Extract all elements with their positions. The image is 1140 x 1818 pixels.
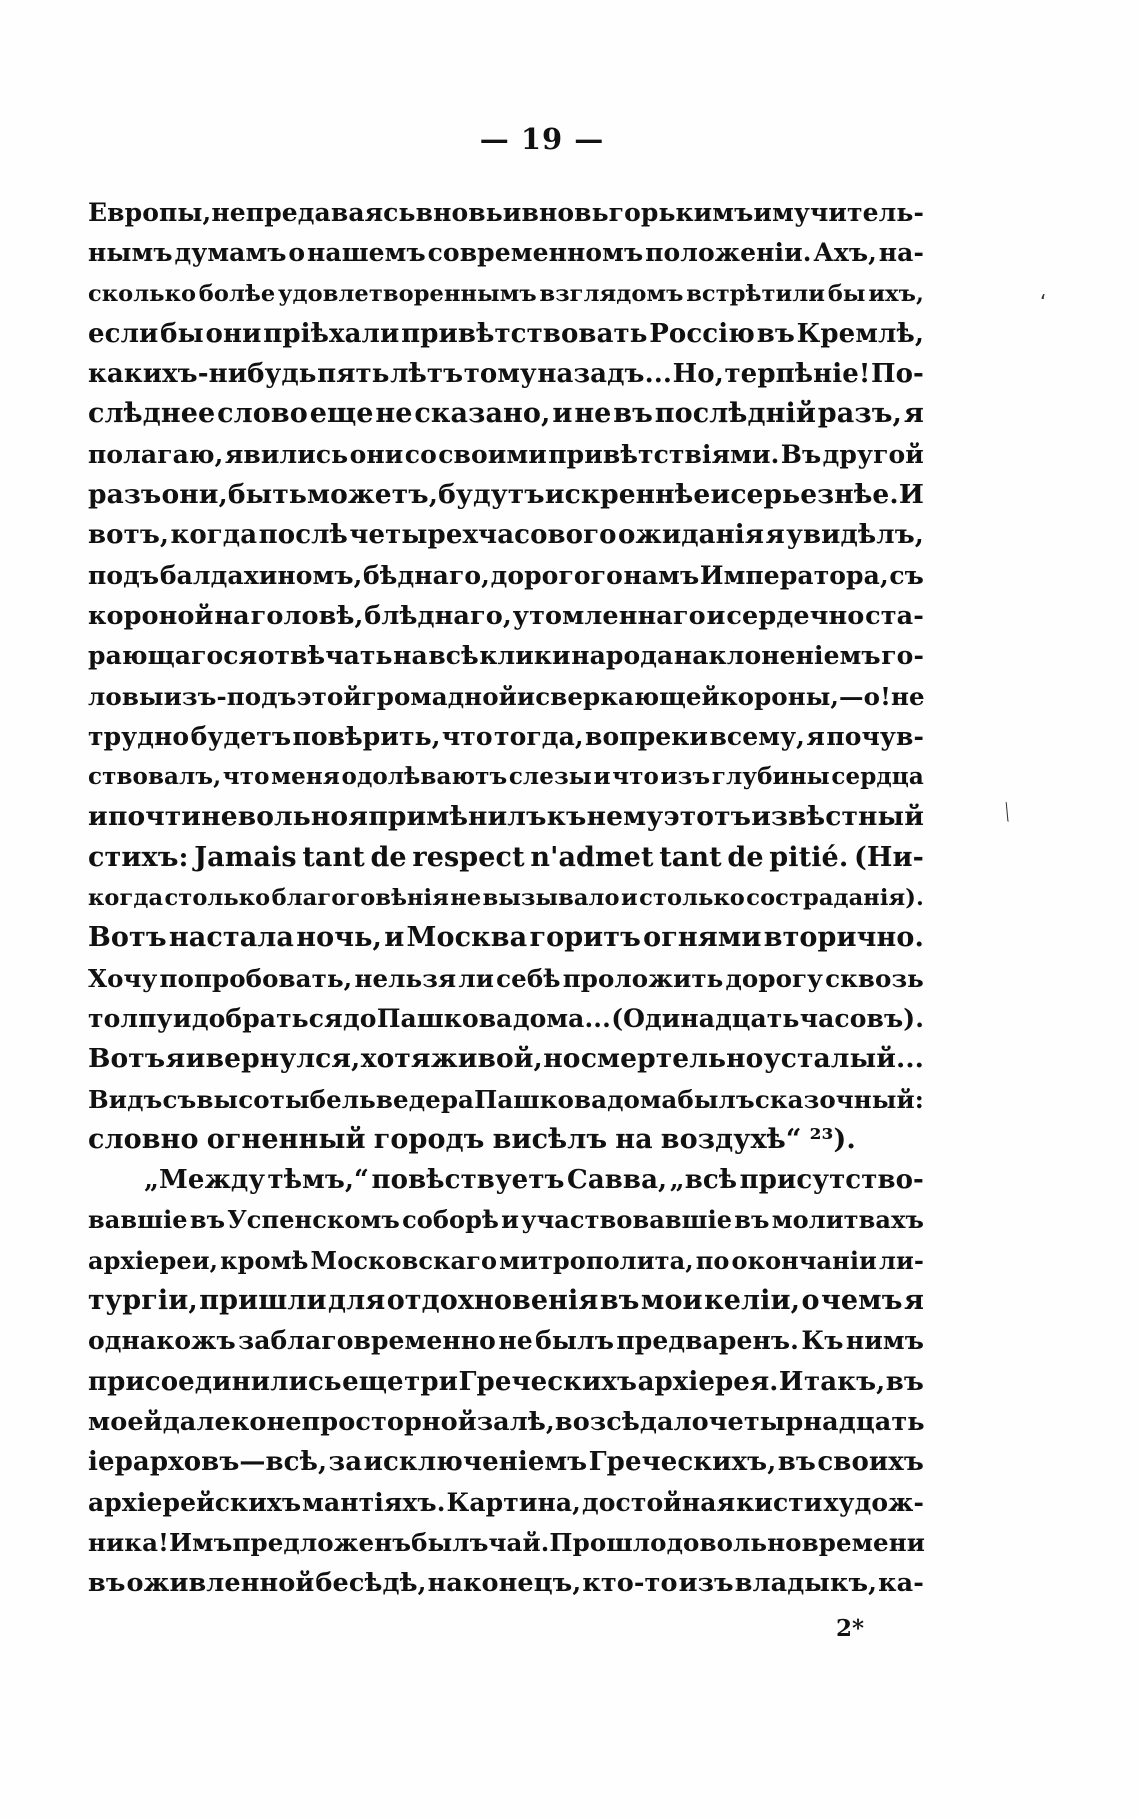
text-line: Хочу попробовать, нельзя ли себѣ проложить дорогу сквозь xyxy=(88,963,924,993)
stray-mark: ⟍ xyxy=(994,798,1020,826)
text-line: архiерейскихъ мантiяхъ. Картина, достойная кисти худож- xyxy=(88,1487,924,1517)
text-line: толпу и добраться до Пашкова дома... (Одинадцать часовъ). xyxy=(88,1003,924,1033)
text-line: и почти невольно я примѣнилъ къ нему этотъ извѣстный xyxy=(88,801,924,833)
page-number: — 19 — xyxy=(479,122,605,156)
text-line: присоединились еще три Греческихъ архiерея. И такъ, въ xyxy=(88,1366,924,1397)
text-line: архiереи, кромѣ Московскаго митрополита, по окончанiи ли- xyxy=(88,1245,924,1275)
text-line: ловы изъ-подъ этой громадной и сверкающей короны,—о! не xyxy=(88,681,925,711)
paragraph-2 xyxy=(88,1160,924,1603)
text-line: моей далеко не просторной залѣ, возсѣдало четырнадцать xyxy=(88,1406,925,1437)
text-line: Вотъ настала ночь, и Москва горитъ огнями вторично. xyxy=(88,922,924,954)
text-line: сколько болѣе удовлетвореннымъ взглядомъ встрѣтили бы ихъ, xyxy=(88,280,924,307)
text-line: рающагося отвѣчать на всѣ клики народа наклоненiемъ го- xyxy=(88,641,924,671)
text-line: тургiи, пришли для отдохновенiя въ мои келiи, о чемъ я xyxy=(88,1285,924,1317)
text-line: Видъ съ высоты бельведера Пашкова дома былъ сказочный: xyxy=(88,1084,924,1114)
text-line: нымъ думамъ о нашемъ современномъ положенiи. Ахъ, на- xyxy=(88,238,924,268)
text-line: Вотъ я и вернулся, хотя живой, но смертельно усталый... xyxy=(88,1043,924,1075)
signature-mark: 2* xyxy=(836,1615,865,1642)
text-line: Европы, не предаваясь вновь и вновь горькимъ и мучитель- xyxy=(88,198,924,227)
text-line: словно огненный городъ висѣлъ на воздухѣ“ ²³). xyxy=(88,1123,856,1155)
text-line: слѣднее слово еще не сказано, и не въ послѣднiй разъ, я xyxy=(88,398,924,430)
text-line: полагаю, явились они со своими привѣтствiями. Въ другой xyxy=(88,439,924,469)
text-line: „Между тѣмъ,“ повѣствуетъ Савва, „всѣ присутство- xyxy=(144,1165,924,1196)
text-line: вотъ, когда послѣ четырехчасового ожиданiя я увидѣлъ, xyxy=(88,520,924,551)
text-line: однакожъ заблаговременно не былъ предваренъ. Къ нимъ xyxy=(88,1326,924,1356)
text-line: въ оживленной бесѣдѣ, наконецъ, кто-то изъ владыкъ, ка- xyxy=(88,1568,924,1599)
body-text xyxy=(88,193,924,1603)
text-line: ствовалъ, что меня одолѣваютъ слезы и что изъ глубины сердца xyxy=(88,763,924,791)
text-line: стихъ: Jamais tant de respect n'admet tant de pitié. (Ни- xyxy=(88,841,924,873)
text-line: разъ они, быть можетъ, будутъ искреннѣе и серьезнѣе. И xyxy=(88,479,924,511)
text-line: если бы они прiѣхали привѣтствовать Россiю въ Кремлѣ, xyxy=(88,318,924,349)
stray-mark: ‘ xyxy=(1040,290,1047,314)
text-line: подъ балдахиномъ, бѣднаго, дорогого намъ Императора, съ xyxy=(88,560,924,590)
text-line: вавшiе въ Успенскомъ соборѣ и участвовавшiе въ молитвахъ xyxy=(88,1205,924,1235)
text-line: короной на головѣ, блѣднаго, утомленнаго и сердечно ста- xyxy=(88,600,924,631)
text-line: когда столько благоговѣнiя не вызывало и столько состраданiя). xyxy=(88,885,924,912)
text-line: iерарховъ—всѣ, за исключенiемъ Греческихъ, въ своихъ xyxy=(88,1447,924,1478)
text-line: ника! Имъ предложенъ былъ чай. Прошло довольно времени xyxy=(88,1527,926,1557)
text-line: какихъ-нибудь пять лѣтъ тому назадъ... Но, терпѣнiе! По- xyxy=(88,359,924,390)
paragraph-1 xyxy=(88,193,924,1160)
text-line: трудно будетъ повѣрить, что тогда, вопреки всему, я почув- xyxy=(88,721,924,751)
